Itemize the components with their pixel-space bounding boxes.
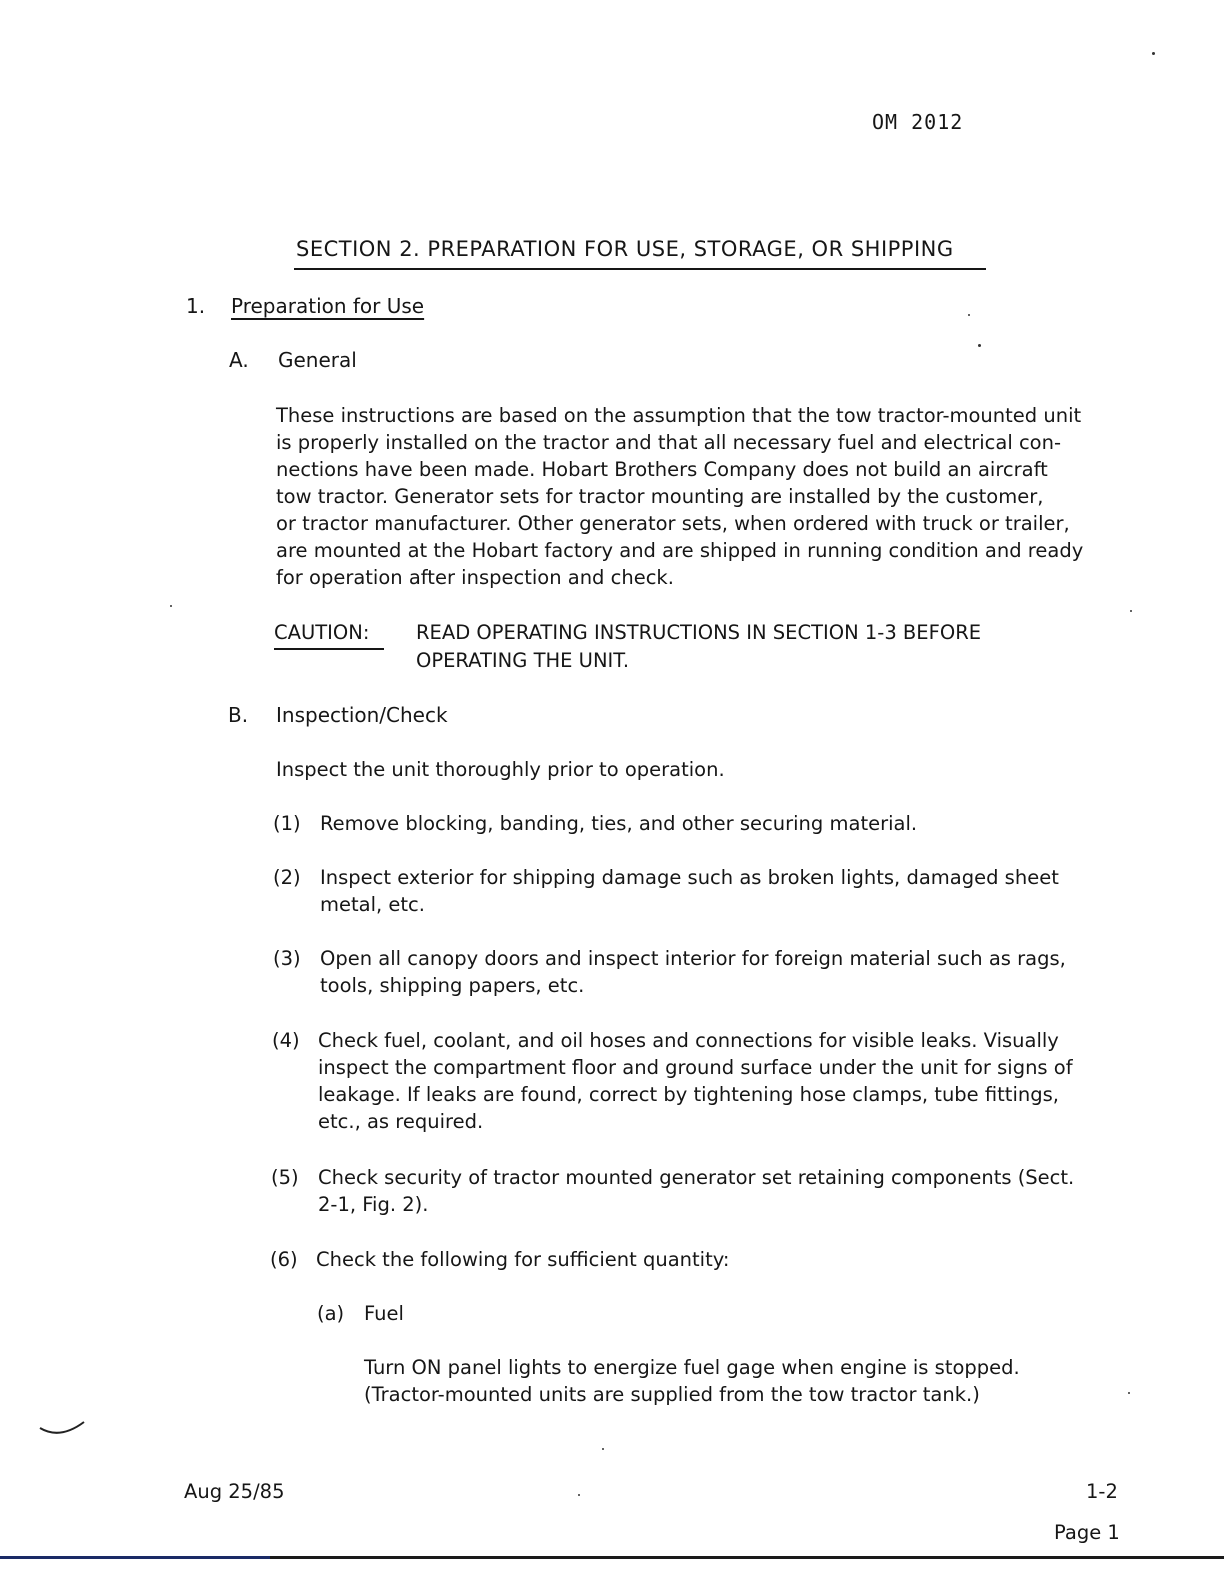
scan-speck (1128, 1392, 1130, 1394)
subsection-letter-b: B. (228, 703, 249, 727)
revision-date: Aug 25/85 (184, 1480, 285, 1503)
page-number: Page 1 (1054, 1521, 1120, 1544)
item-number: (6) (270, 1248, 298, 1271)
caution-text-line1: READ OPERATING INSTRUCTIONS IN SECTION 1-3 BEFORE (416, 621, 982, 644)
scan-speck (1130, 610, 1132, 612)
item-text (320, 810, 917, 837)
caution-text-line2: OPERATING THE UNIT. (416, 649, 630, 672)
item-number: (3) (273, 947, 301, 970)
item-number: (5) (271, 1166, 299, 1189)
item-number: (4) (272, 1029, 300, 1052)
section-number: 1. (186, 294, 206, 318)
scan-speck (602, 1448, 604, 1450)
section-page-number: 1-2 (1086, 1480, 1118, 1503)
general-line: nections have been made. Hobart Brothers Company does not build an aircraft (276, 458, 1048, 481)
item-line: tools, shipping papers, etc. (320, 974, 585, 997)
scan-speck (968, 314, 970, 316)
item-line: Check the following for sufficient quantity: (316, 1248, 730, 1271)
scan-speck (170, 605, 172, 607)
general-line: tow tractor. Generator sets for tractor mounting are installed by the customer, (276, 485, 1044, 508)
general-line: is properly installed on the tractor and that all necessary fuel and electrical con- (276, 431, 1062, 454)
subsection-heading-inspection: Inspection/Check (276, 703, 448, 727)
item-number: (2) (273, 866, 301, 889)
fuel-line: (Tractor-mounted units are supplied from the tow tractor tank.) (364, 1383, 980, 1406)
general-line: are mounted at the Hobart factory and are shipped in running condition and ready (276, 539, 1084, 562)
document-id: OM 2012 (872, 110, 964, 134)
item-text (318, 1164, 1074, 1218)
inspection-intro: Inspect the unit thoroughly prior to operation. (276, 758, 725, 781)
item-text (316, 1246, 729, 1273)
subsection-letter-a: A. (229, 348, 249, 372)
scan-speck (978, 344, 981, 347)
item-line: Open all canopy doors and inspect interior for foreign material such as rags, (320, 947, 1066, 970)
item-line: etc., as required. (318, 1110, 484, 1133)
fuel-paragraph (364, 1354, 1020, 1408)
section-title-underline (294, 268, 986, 270)
scan-speck (578, 1494, 580, 1496)
item-text (320, 864, 1059, 918)
item-text (320, 945, 1066, 999)
item-line: leakage. If leaks are found, correct by tightening hose clamps, tube fittings, (318, 1083, 1059, 1106)
subsection-heading-general: General (278, 348, 357, 372)
item-text (318, 1027, 1073, 1135)
general-paragraph (276, 402, 1083, 591)
item-line: inspect the compartment floor and ground surface under the unit for signs of (318, 1056, 1073, 1079)
item-line: Remove blocking, banding, ties, and other securing material. (320, 812, 918, 835)
subitem-heading-fuel: Fuel (364, 1302, 404, 1325)
item-number: (1) (273, 812, 301, 835)
section-title: SECTION 2. PREPARATION FOR USE, STORAGE, OR SHIPPING (296, 237, 954, 261)
scan-mark (38, 1418, 88, 1438)
general-line: for operation after inspection and check. (276, 566, 674, 589)
scan-speck (1152, 52, 1155, 55)
item-line: Check security of tractor mounted generator set retaining components (Sect. (318, 1166, 1075, 1189)
section-heading: Preparation for Use (231, 294, 425, 318)
general-line: or tractor manufacturer. Other generator sets, when ordered with truck or trailer, (276, 512, 1070, 535)
item-line: 2-1, Fig. 2). (318, 1193, 429, 1216)
caution-underline (274, 648, 384, 650)
item-line: metal, etc. (320, 893, 425, 916)
item-line: Inspect exterior for shipping damage such as broken lights, damaged sheet (320, 866, 1059, 889)
subitem-letter: (a) (317, 1302, 345, 1325)
fuel-line: Turn ON panel lights to energize fuel gage when engine is stopped. (364, 1356, 1020, 1379)
page-bottom-edge-tint (0, 1556, 270, 1559)
general-line: These instructions are based on the assumption that the tow tractor-mounted unit (276, 404, 1082, 427)
caution-label: CAUTION: (274, 621, 370, 644)
item-line: Check fuel, coolant, and oil hoses and connections for visible leaks. Visually (318, 1029, 1059, 1052)
